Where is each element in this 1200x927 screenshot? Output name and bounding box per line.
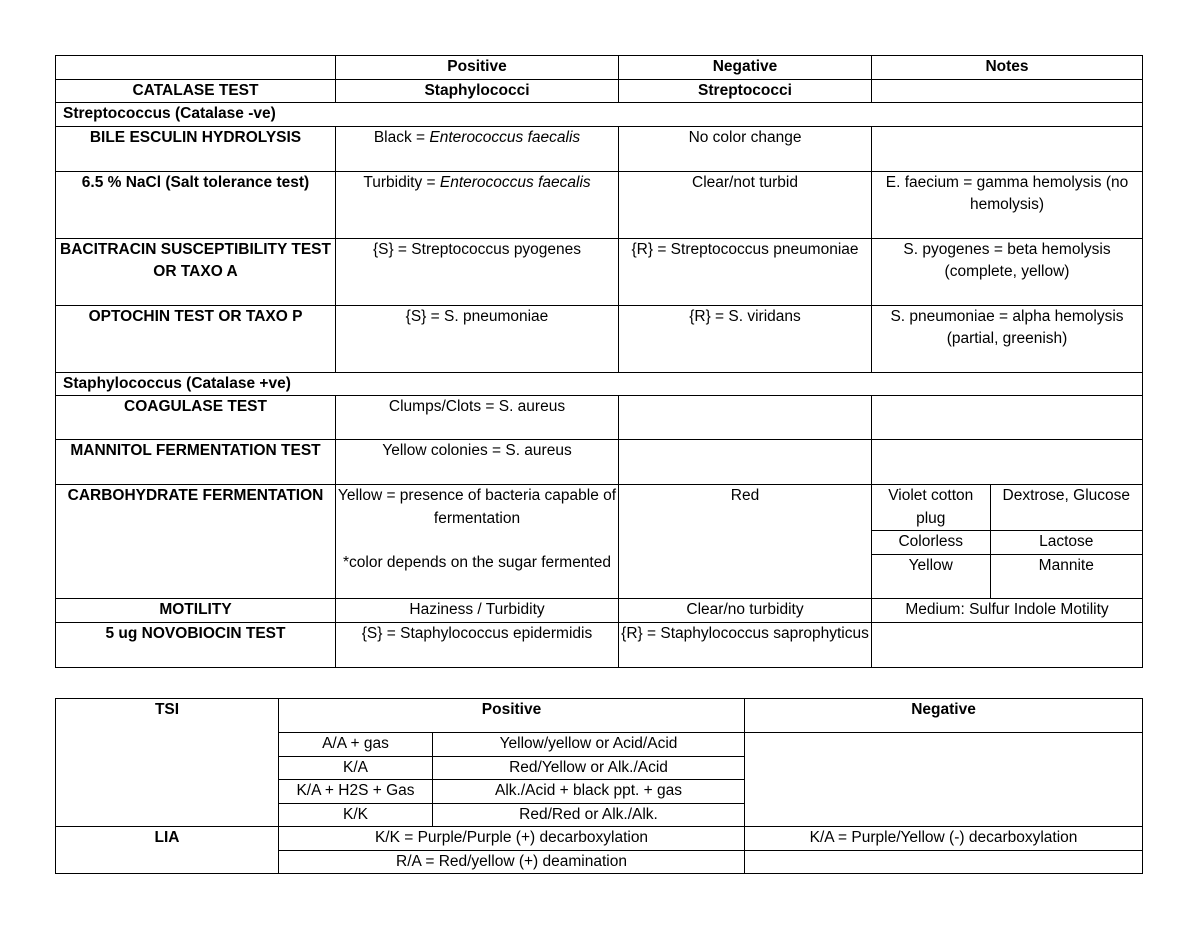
bacitracin-notes: S. pyogenes = beta hemolysis (complete, yellow): [872, 238, 1143, 305]
optochin-test-name: OPTOCHIN TEST OR TAXO P: [56, 305, 336, 372]
bacitracin-negative: {R} = Streptococcus pneumoniae: [619, 238, 872, 305]
carbohydrate-negative: Red: [619, 485, 872, 599]
tsi-negative-cell: [745, 733, 1143, 827]
bile-esculin-positive-prefix: Black =: [373, 128, 430, 146]
lia-negative-decarboxylation: K/A = Purple/Yellow (-) decarboxylation: [745, 827, 1143, 851]
tsi-header-row: [56, 699, 1143, 733]
bile-esculin-positive: [336, 126, 619, 171]
header-positive: Positive: [336, 56, 619, 80]
motility-negative: Clear/no turbidity: [619, 599, 872, 623]
header-blank-cell: [56, 56, 336, 80]
nacl-positive-organism: Enterococcus faecalis: [439, 173, 591, 191]
sugar-color: Colorless: [872, 531, 990, 555]
optochin-row: [56, 305, 1143, 372]
sugar-name: Lactose: [990, 531, 1142, 555]
sugar-name: Dextrose, Glucose: [990, 485, 1142, 531]
sugar-row: [872, 554, 1142, 598]
carbohydrate-notes: [872, 485, 1143, 599]
optochin-positive: {S} = S. pneumoniae: [336, 305, 619, 372]
catalase-notes: [872, 79, 1143, 103]
tsi-positive-header: Positive: [279, 699, 745, 733]
nacl-row: [56, 171, 1143, 238]
catalase-test-name: CATALASE TEST: [56, 79, 336, 103]
novobiocin-test-name: 5 ug NOVOBIOCIN TEST: [56, 622, 336, 667]
bile-esculin-positive-organism: Enterococcus faecalis: [429, 128, 581, 146]
nacl-positive-prefix: Turbidity =: [363, 173, 440, 191]
mannitol-test-name: MANNITOL FERMENTATION TEST: [56, 440, 336, 485]
nacl-test-name: 6.5 % NaCl (Salt tolerance test): [56, 171, 336, 238]
bile-esculin-negative: No color change: [619, 126, 872, 171]
lia-label: LIA: [56, 827, 279, 874]
motility-test-name: MOTILITY: [56, 599, 336, 623]
staph-section-title: Staphylococcus (Catalase +ve): [56, 372, 1143, 396]
novobiocin-notes: [872, 622, 1143, 667]
optochin-notes: S. pneumoniae = alpha hemolysis (partial, greenish): [872, 305, 1143, 372]
header-notes: Notes: [872, 56, 1143, 80]
sugar-row: [872, 531, 1142, 555]
lia-negative-empty: [745, 850, 1143, 874]
sugar-color: Yellow: [872, 554, 990, 598]
sugar-color-subtable: [872, 485, 1142, 598]
microbiology-tests-table: [55, 55, 1143, 668]
tsi-code: K/A + H2S + Gas: [279, 780, 433, 804]
sugar-row: [872, 485, 1142, 531]
coagulase-notes: [872, 396, 1143, 440]
carbohydrate-positive-note: *color depends on the sugar fermented: [343, 554, 611, 571]
tsi-meaning: Alk./Acid + black ppt. + gas: [433, 780, 745, 804]
tsi-lia-table: [55, 698, 1143, 874]
tsi-code: K/A: [279, 756, 433, 780]
motility-row: [56, 599, 1143, 623]
header-negative: Negative: [619, 56, 872, 80]
tsi-meaning: Yellow/yellow or Acid/Acid: [433, 733, 745, 757]
strep-section-title: Streptococcus (Catalase -ve): [56, 103, 1143, 127]
bile-esculin-row: [56, 126, 1143, 171]
nacl-positive: [336, 171, 619, 238]
carbohydrate-positive: [336, 485, 619, 599]
carbohydrate-test-name: CARBOHYDRATE FERMENTATION: [56, 485, 336, 599]
tsi-negative-header: Negative: [745, 699, 1143, 733]
coagulase-positive: Clumps/Clots = S. aureus: [336, 396, 619, 440]
optochin-negative: {R} = S. viridans: [619, 305, 872, 372]
bacitracin-row: [56, 238, 1143, 305]
carbohydrate-row: [56, 485, 1143, 599]
motility-positive: Haziness / Turbidity: [336, 599, 619, 623]
sugar-color: Violet cotton plug: [888, 487, 974, 527]
carbohydrate-positive-main: Yellow = presence of bacteria capable of fermentation: [337, 487, 617, 527]
mannitol-row: [56, 440, 1143, 485]
tsi-meaning: Red/Red or Alk./Alk.: [433, 803, 745, 827]
catalase-positive: Staphylococci: [336, 79, 619, 103]
lia-row: [56, 827, 1143, 851]
tsi-label: TSI: [56, 699, 279, 827]
catalase-negative: Streptococci: [619, 79, 872, 103]
mannitol-positive: Yellow colonies = S. aureus: [336, 440, 619, 485]
lia-positive-decarboxylation: K/K = Purple/Purple (+) decarboxylation: [279, 827, 745, 851]
strep-section-row: [56, 103, 1143, 127]
catalase-row: [56, 79, 1143, 103]
tsi-meaning: Red/Yellow or Alk./Acid: [433, 756, 745, 780]
novobiocin-positive: {S} = Staphylococcus epidermidis: [336, 622, 619, 667]
lia-positive-deamination: R/A = Red/yellow (+) deamination: [279, 850, 745, 874]
coagulase-test-name: COAGULASE TEST: [56, 396, 336, 440]
novobiocin-row: [56, 622, 1143, 667]
coagulase-negative: [619, 396, 872, 440]
header-row: [56, 56, 1143, 80]
staph-section-row: [56, 372, 1143, 396]
nacl-notes: E. faecium = gamma hemolysis (no hemolysis): [872, 171, 1143, 238]
bile-esculin-test-name: BILE ESCULIN HYDROLYSIS: [56, 126, 336, 171]
sugar-name: Mannite: [990, 554, 1142, 598]
nacl-negative: Clear/not turbid: [619, 171, 872, 238]
mannitol-notes: [872, 440, 1143, 485]
tsi-code: K/K: [279, 803, 433, 827]
bile-esculin-notes: [872, 126, 1143, 171]
novobiocin-negative: {R} = Staphylococcus saprophyticus: [619, 622, 872, 667]
bacitracin-positive: {S} = Streptococcus pyogenes: [336, 238, 619, 305]
motility-notes: Medium: Sulfur Indole Motility: [872, 599, 1143, 623]
tsi-code: A/A + gas: [279, 733, 433, 757]
bacitracin-test-name: BACITRACIN SUSCEPTIBILITY TEST OR TAXO A: [56, 238, 336, 305]
coagulase-row: [56, 396, 1143, 440]
mannitol-negative: [619, 440, 872, 485]
